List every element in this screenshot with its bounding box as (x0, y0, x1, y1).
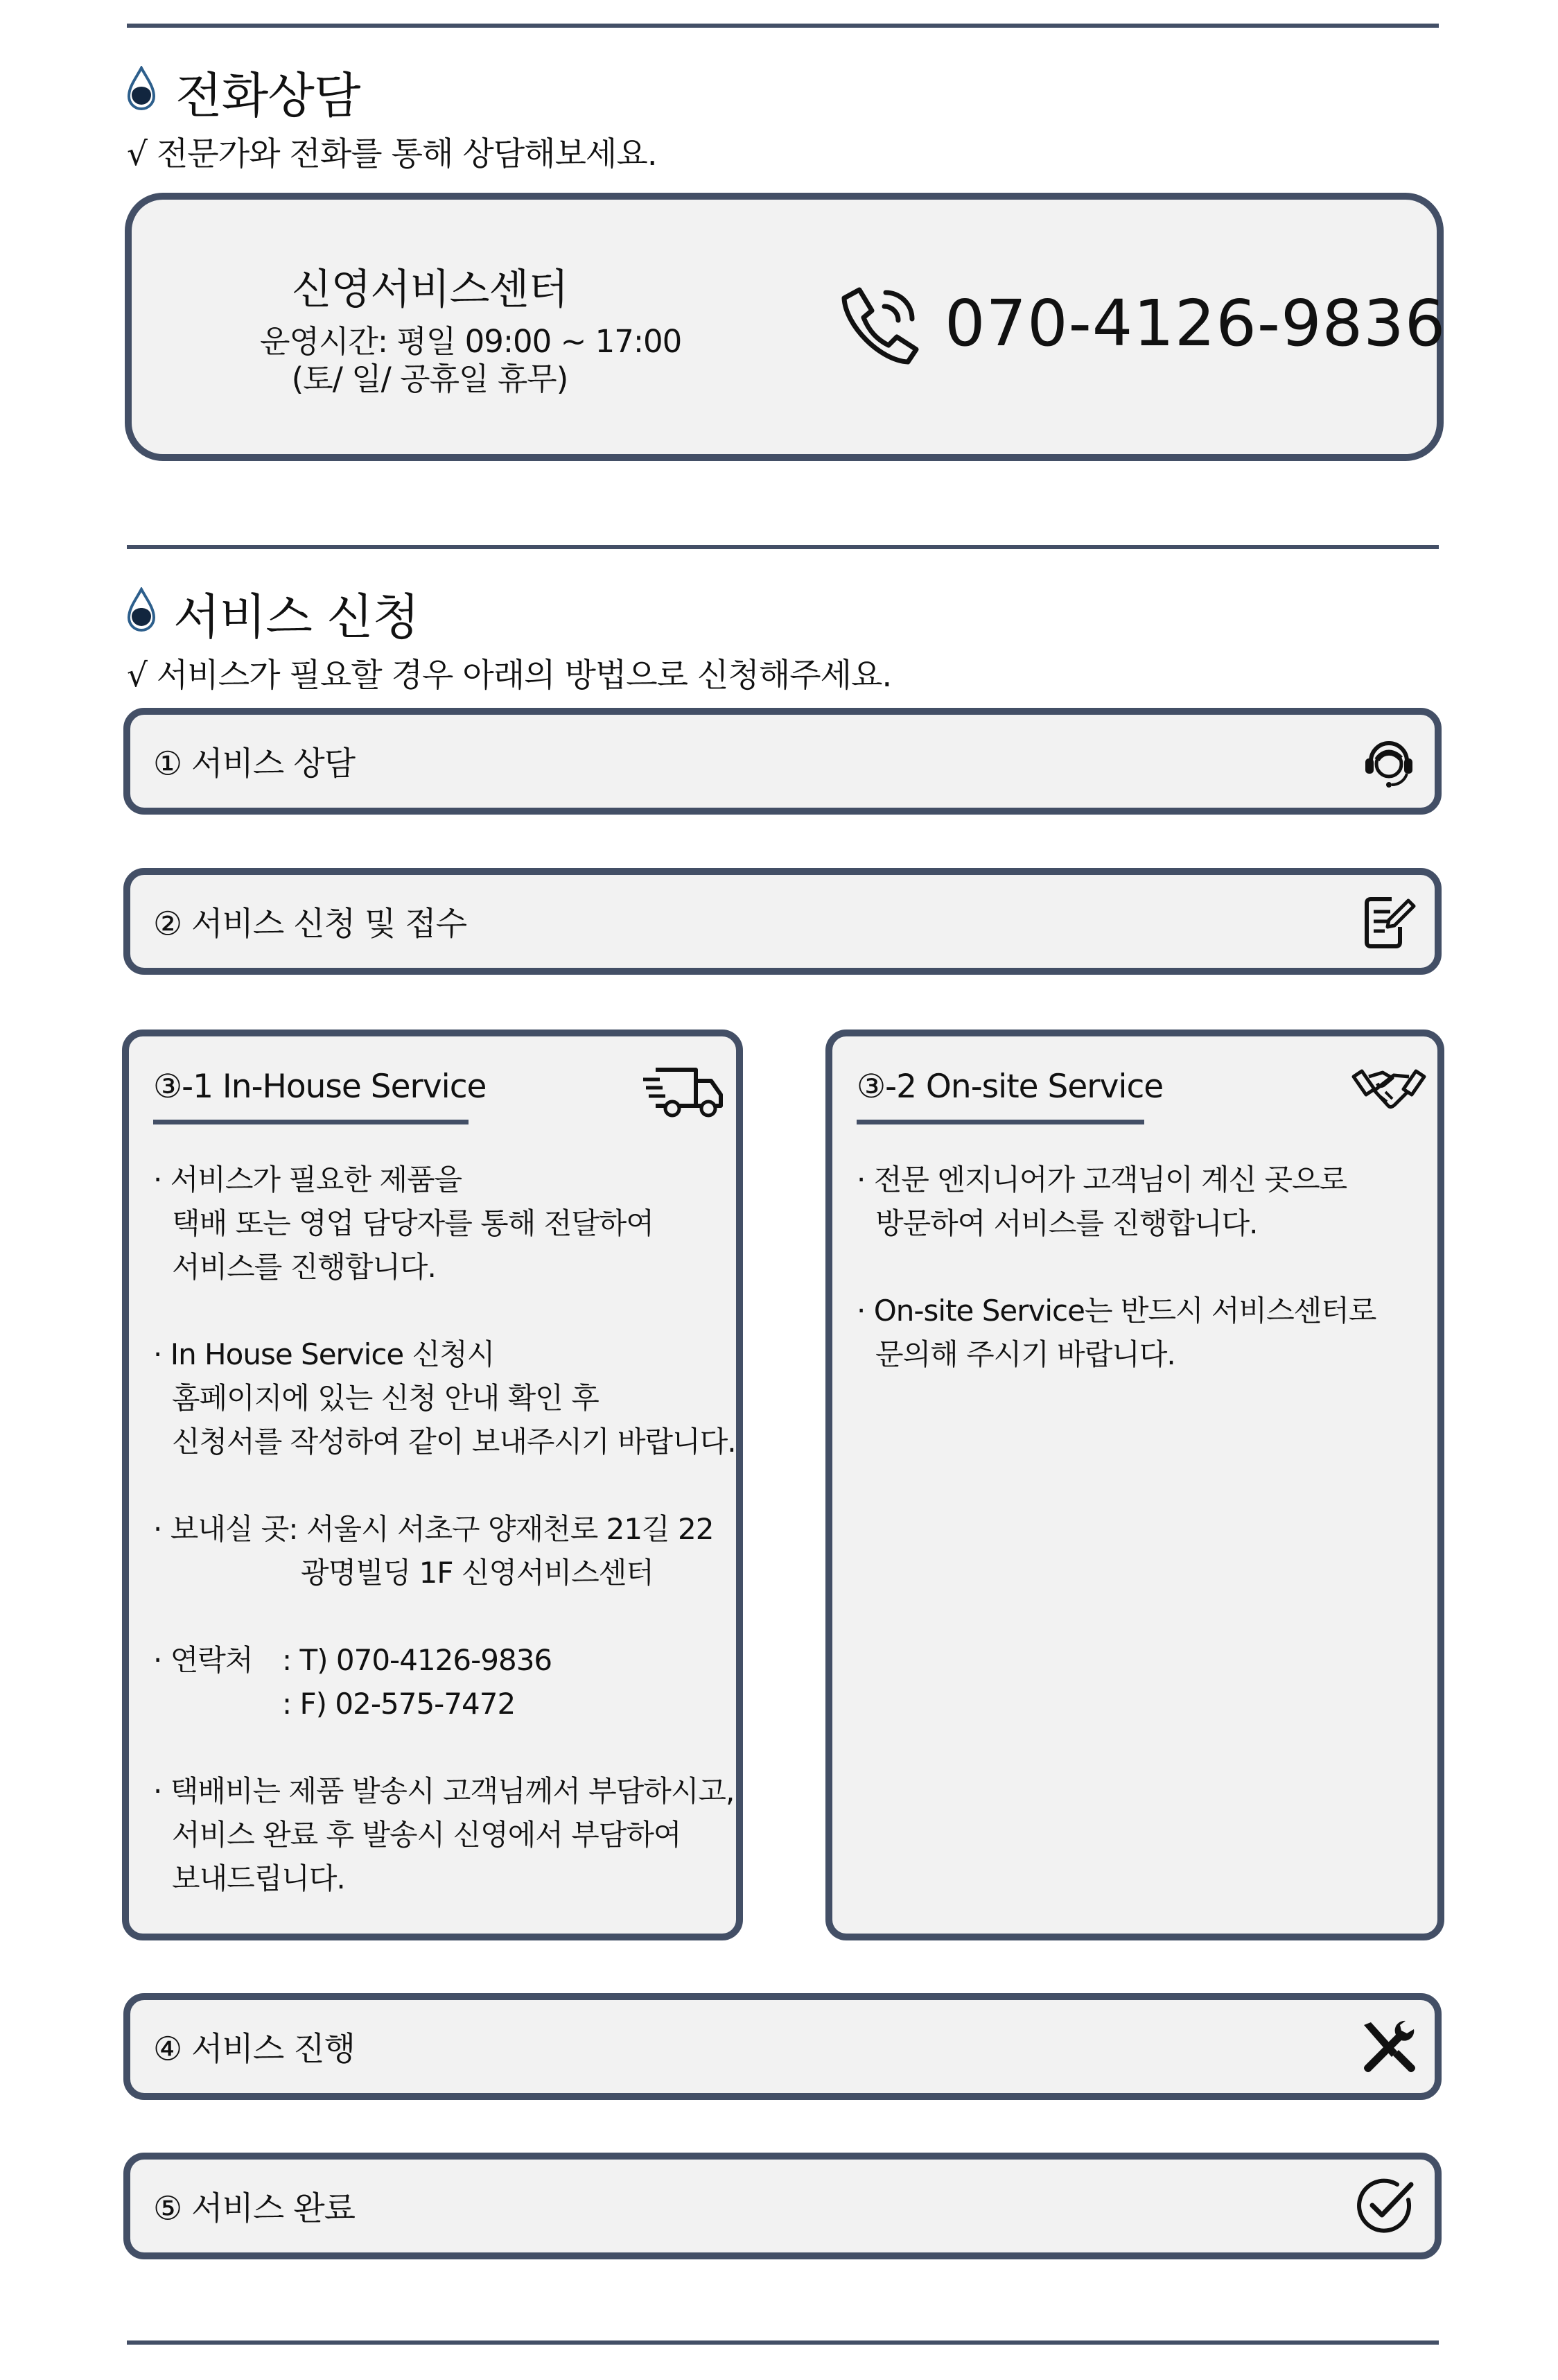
edit-document-icon (1361, 894, 1417, 949)
phone-consult-subtitle: √ 전문가와 전화를 통해 상담해보세요. (127, 135, 657, 173)
in-house-title-underline (153, 1120, 469, 1124)
in-house-paragraph (153, 1332, 736, 1463)
service-request-title: 서비스 신청 (173, 589, 419, 645)
bottom-divider (127, 2340, 1439, 2345)
water-drop-icon (127, 587, 156, 633)
step-label: ⑤ 서비스 완료 (153, 2189, 356, 2228)
handshake-icon (1351, 1066, 1427, 1114)
on-site-title-underline (857, 1120, 1144, 1124)
contact-label: · 연락처 (153, 1643, 253, 1677)
text-line: 광명빌딩 1F 신영서비스센터 (301, 1556, 654, 1590)
text-line: · 택배비는 제품 발송시 고객님께서 부담하시고, (153, 1774, 735, 1808)
top-divider (127, 24, 1439, 28)
text-line: 서비스를 진행합니다. (172, 1250, 436, 1284)
text-line: 문의해 주시기 바랍니다. (875, 1337, 1175, 1371)
phone-call-icon (839, 283, 922, 366)
in-house-address (153, 1507, 736, 1595)
phone-number[interactable]: 070-4126-9836 (945, 286, 1446, 361)
center-info (260, 200, 682, 454)
text-line: 보내드립니다. (172, 1861, 345, 1895)
center-name: 신영서비스센터 (291, 266, 568, 314)
step-label: ② 서비스 신청 및 접수 (153, 905, 467, 944)
step-label: ① 서비스 상담 (153, 745, 356, 783)
in-house-service-card (122, 1030, 743, 1940)
in-house-paragraph (153, 1769, 736, 1900)
check-circle-icon (1354, 2175, 1417, 2237)
section-divider (127, 545, 1439, 549)
in-house-contact (153, 1638, 736, 1726)
text-line: · 서비스가 필요한 제품을 (153, 1163, 462, 1197)
in-house-paragraph (153, 1158, 736, 1289)
delivery-truck-icon (642, 1064, 725, 1120)
text-line: · 보내실 곳: 서울시 서초구 양재천로 21길 22 (153, 1512, 714, 1546)
step-service-application[interactable] (123, 868, 1442, 975)
headset-agent-icon (1361, 733, 1417, 789)
on-site-body (857, 1158, 1376, 1420)
text-line: · On-site Service는 반드시 서비스센터로 (857, 1294, 1376, 1328)
operating-hours: 운영시간: 평일 09:00 ~ 17:00 (260, 323, 682, 360)
water-drop-icon (127, 66, 156, 112)
step-service-consult[interactable] (123, 708, 1442, 815)
text-line: 택배 또는 영업 담당자를 통해 전달하여 (172, 1206, 654, 1240)
text-line: 홈페이지에 있는 신청 안내 확인 후 (172, 1381, 599, 1415)
text-line: 신청서를 작성하여 같이 보내주시기 바랍니다. (172, 1425, 736, 1459)
text-line: 서비스 완료 후 발송시 신영에서 부담하여 (172, 1818, 681, 1852)
on-site-service-card (825, 1030, 1444, 1940)
step-service-complete[interactable] (123, 2153, 1442, 2259)
contact-line (153, 1638, 736, 1682)
contact-fax: : F) 02-575-7472 (282, 1687, 516, 1721)
phone-consult-title: 전화상담 (175, 67, 360, 124)
service-center-card (125, 193, 1444, 461)
holiday-note: (토/ 일/ 공휴일 휴무) (291, 361, 568, 397)
text-line: 방문하여 서비스를 진행합니다. (875, 1206, 1258, 1240)
in-house-body (153, 1158, 736, 1944)
service-request-subtitle: √ 서비스가 필요할 경우 아래의 방법으로 신청해주세요. (127, 657, 892, 695)
tools-icon (1357, 2017, 1417, 2076)
contact-tel[interactable]: : T) 070-4126-9836 (282, 1643, 552, 1677)
on-site-title: ③-2 On-site Service (857, 1068, 1164, 1106)
on-site-paragraph (857, 1158, 1376, 1245)
step-service-progress[interactable] (123, 1993, 1442, 2100)
text-line: · In House Service 신청시 (153, 1337, 495, 1371)
text-line: · 전문 엔지니어가 고객님이 계신 곳으로 (857, 1163, 1347, 1197)
in-house-title: ③-1 In-House Service (153, 1068, 487, 1106)
on-site-paragraph (857, 1289, 1376, 1376)
step-label: ④ 서비스 진행 (153, 2030, 356, 2069)
